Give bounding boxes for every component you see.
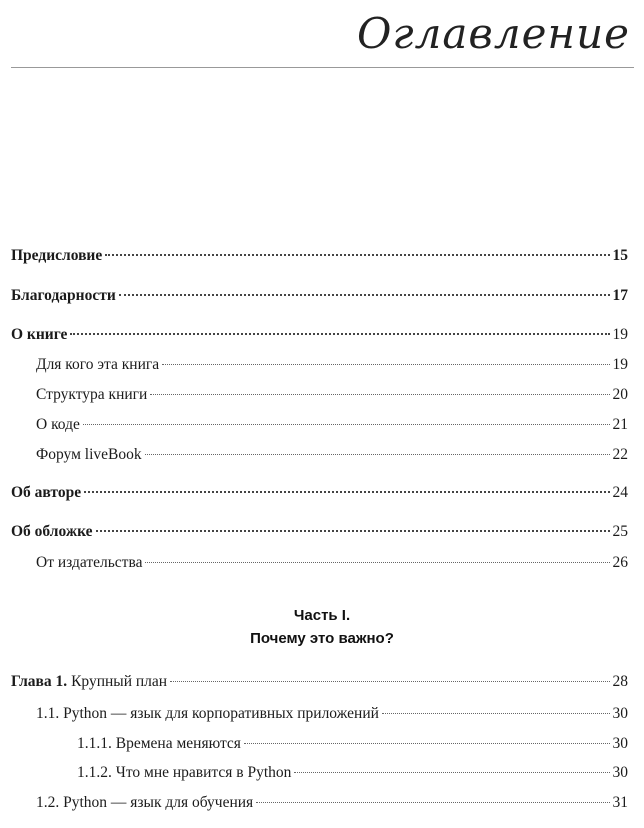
toc-entry-section-1-2[interactable] (36, 793, 628, 813)
page-title: Оглавление (356, 9, 630, 58)
toc-entry-preface[interactable] (11, 246, 628, 266)
toc-entry-title: 1.1.1. Времена меняются (77, 735, 241, 752)
dot-leader (70, 333, 609, 335)
toc-page-number: 30 (612, 735, 628, 752)
toc-entry-title: 1.2. Python — язык для обучения (36, 794, 254, 811)
toc-entry-section-1-1-2[interactable] (77, 763, 628, 783)
toc-entry-section-1-1[interactable] (36, 704, 628, 724)
toc-entry-title: О коде (36, 416, 80, 433)
dot-leader (256, 802, 609, 803)
toc-entry-about-cover[interactable] (11, 522, 628, 542)
toc-page-number: 28 (612, 673, 628, 690)
dot-leader (145, 562, 609, 563)
dot-leader (145, 454, 610, 455)
toc-page-number: 15 (612, 247, 628, 264)
toc-entry-acknowledgments[interactable] (11, 286, 628, 306)
dot-leader (294, 772, 609, 773)
title-rule (11, 67, 634, 68)
toc-entry-title: Об авторе (11, 484, 82, 501)
toc-page-number: 17 (612, 287, 628, 304)
toc-entry-chapter-1[interactable] (11, 672, 628, 692)
dot-leader (96, 530, 610, 532)
part-title: Почему это важно? (250, 630, 394, 647)
toc-entry-code[interactable] (36, 415, 628, 435)
toc-page-number: 30 (612, 705, 628, 722)
toc-page-number: 26 (612, 554, 628, 571)
toc-page-number: 24 (612, 484, 628, 501)
toc-entry-title: Предисловие (11, 247, 103, 264)
toc-entry-forum[interactable] (36, 445, 628, 465)
toc-entry-title: Об обложке (11, 523, 93, 540)
toc-entry-publisher[interactable] (36, 553, 628, 573)
dot-leader (382, 713, 610, 714)
toc-entry-title: Благодарности (11, 287, 116, 304)
toc-page-number: 31 (612, 794, 628, 811)
part-number: Часть I. (293, 607, 351, 624)
toc-entry-title: О книге (11, 326, 68, 343)
toc-page-number: 19 (612, 326, 628, 343)
toc-entry-title: Форум liveBook (36, 446, 142, 463)
dot-leader (119, 294, 610, 296)
dot-leader (150, 394, 609, 395)
chapter-label: Глава 1. (11, 673, 68, 690)
toc-page-number: 20 (612, 386, 628, 403)
toc-page-number: 22 (612, 446, 628, 463)
toc-entry-title: 1.1. Python — язык для корпоративных приложений (36, 705, 379, 722)
toc-entry-title: Крупный план (71, 673, 168, 690)
toc-entry-about-author[interactable] (11, 483, 628, 503)
toc-entry-title: Для кого эта книга (36, 356, 160, 373)
toc-page-number: 19 (612, 356, 628, 373)
toc-entry-title: От издательства (36, 554, 143, 571)
toc-entry-structure[interactable] (36, 385, 628, 405)
toc-entry-audience[interactable] (36, 355, 628, 375)
dot-leader (105, 254, 609, 256)
toc-entry-title: Структура книги (36, 386, 148, 403)
toc-entry-section-1-1-1[interactable] (77, 734, 628, 754)
dot-leader (170, 681, 609, 682)
toc-page-number: 21 (612, 416, 628, 433)
dot-leader (84, 491, 609, 493)
toc-entry-title: 1.1.2. Что мне нравится в Python (77, 764, 292, 781)
toc-entry-about-book[interactable] (11, 325, 628, 345)
dot-leader (244, 743, 610, 744)
toc-page-number: 25 (612, 523, 628, 540)
dot-leader (83, 424, 610, 425)
dot-leader (162, 364, 609, 365)
toc-page-number: 30 (612, 764, 628, 781)
